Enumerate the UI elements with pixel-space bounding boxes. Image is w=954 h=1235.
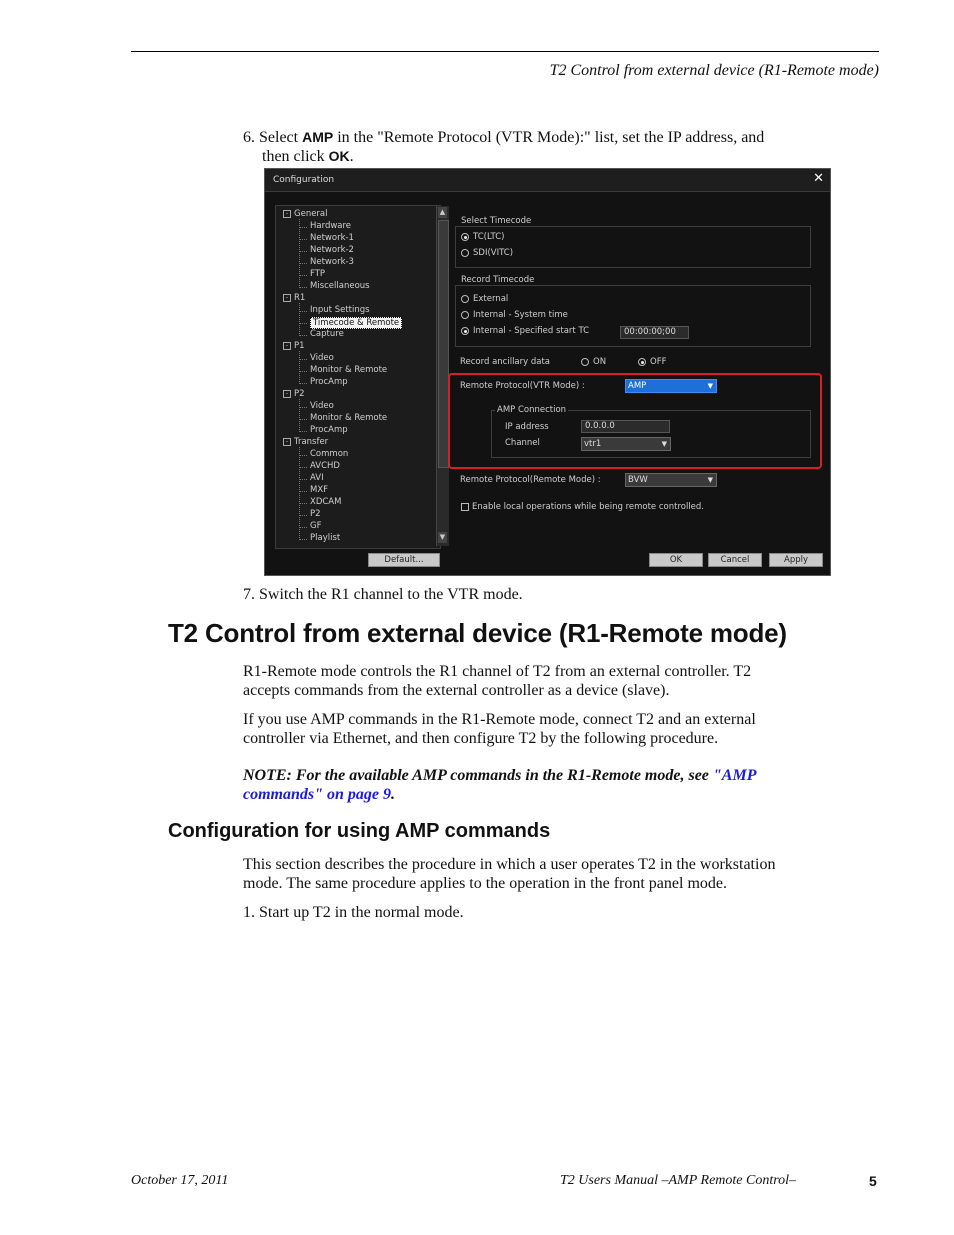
ok-keyword: OK [328, 148, 350, 164]
enable-local-checkbox[interactable] [461, 502, 704, 512]
tree-item[interactable] [283, 293, 305, 303]
tree-connector [299, 399, 300, 432]
paragraph-line: mode. The same procedure applies to the operation in the front panel mode. [243, 875, 727, 892]
scroll-down-icon[interactable]: ▼ [439, 533, 446, 541]
tree-item-label: Video [310, 353, 334, 363]
tree-item[interactable] [310, 365, 387, 375]
paragraph-2 [243, 710, 756, 748]
tree-item-label: ProcAmp [310, 377, 348, 387]
page-number: 5 [869, 1173, 877, 1189]
tree-connector [299, 419, 307, 420]
tree-item[interactable] [310, 473, 324, 483]
step-text-pre: Select [259, 129, 303, 146]
dialog-titlebar [265, 169, 830, 192]
start-tc-field[interactable]: 00:00:00;00 [620, 326, 689, 339]
chevron-down-icon: ▼ [707, 476, 713, 484]
radio-anc-on[interactable] [581, 357, 606, 367]
note-text: NOTE: For the available AMP commands in the R1-Remote mode, see [243, 767, 713, 784]
tree-connector [299, 447, 300, 540]
paragraph-line: If you use AMP commands in the R1-Remote mode, connect T2 and an external [243, 711, 756, 728]
tree-item[interactable] [310, 533, 340, 543]
ancillary-label: Record ancillary data [460, 357, 551, 367]
amp-commands-link[interactable]: "AMP [712, 767, 757, 784]
tree-connector [299, 303, 300, 336]
tree-connector [299, 275, 307, 276]
tree-connector [299, 515, 307, 516]
radio-label: SDI(VITC) [473, 248, 514, 258]
tree-item[interactable] [310, 317, 402, 329]
tree-item-label: Common [310, 449, 349, 459]
tree-connector [299, 371, 307, 372]
tree-item-label: XDCAM [310, 497, 342, 507]
radio-label: Internal - Specified start TC [473, 326, 590, 336]
step-7 [243, 585, 523, 604]
step-6-line2 [262, 147, 354, 166]
radio-selected-icon [461, 327, 469, 335]
tree-item-label: MXF [310, 485, 329, 495]
checkbox-label: Enable local operations while being remote controlled. [472, 502, 705, 512]
tree-item[interactable] [310, 257, 354, 267]
tree-item-label: Monitor & Remote [310, 365, 388, 375]
tree-item[interactable] [310, 269, 325, 279]
scroll-up-icon[interactable]: ▲ [439, 208, 446, 216]
radio-icon [581, 358, 589, 366]
tree-item-label: Timecode & Remote [313, 318, 400, 328]
tree-connector [299, 263, 307, 264]
tree-item-label: ProcAmp [310, 425, 348, 435]
tree-item-label: Network-3 [310, 257, 354, 267]
tree-connector [299, 251, 307, 252]
paragraph-line: accepts commands from the external controller as a device (slave). [243, 682, 670, 699]
tree-item-label: FTP [310, 269, 326, 279]
tree-connector [299, 359, 307, 360]
tree-connector [299, 311, 307, 312]
tree-connector [299, 323, 307, 324]
radio-anc-off[interactable] [638, 357, 666, 367]
step-6 [243, 128, 764, 147]
tree-connector [299, 539, 307, 540]
step-text: Start up T2 in the normal mode. [259, 904, 464, 921]
paragraph-3 [243, 855, 775, 893]
step-text: . [349, 148, 354, 165]
tree-item-label: Hardware [310, 221, 352, 231]
radio-selected-icon [638, 358, 646, 366]
tree-connector [299, 383, 307, 384]
collapse-icon[interactable]: - [283, 342, 291, 350]
tree-connector [299, 227, 307, 228]
tree-item-label: General [294, 209, 328, 219]
radio-internal-system[interactable] [461, 310, 568, 320]
note-text: . [391, 786, 395, 803]
tree-item[interactable] [310, 401, 334, 411]
subsection-title: Configuration for using AMP commands [168, 820, 551, 842]
paragraph-1 [243, 662, 751, 700]
tree-connector [299, 527, 307, 528]
tree-connector [299, 351, 300, 384]
radio-external[interactable] [461, 294, 508, 304]
cancel-button[interactable]: Cancel [708, 553, 762, 567]
note [243, 766, 756, 804]
footer-manual: T2 Users Manual –AMP Remote Control– [560, 1173, 797, 1188]
tree-item-label: Miscellaneous [310, 281, 370, 291]
radio-label: ON [593, 357, 607, 367]
amp-commands-link-cont[interactable]: commands" on page 9 [243, 786, 391, 803]
tree-item[interactable] [310, 305, 370, 315]
remote-mode-select[interactable] [625, 473, 717, 487]
tree-connector [299, 431, 307, 432]
tree-item[interactable] [310, 377, 348, 387]
radio-label: TC(LTC) [473, 232, 505, 242]
step-number: 1. [243, 904, 255, 921]
chevron-down-icon: ▼ [661, 440, 667, 448]
collapse-icon[interactable]: - [283, 210, 291, 218]
tree-item-label: Transfer [294, 437, 329, 447]
tree-connector [299, 479, 307, 480]
ip-address-field[interactable]: 0.0.0.0 [581, 420, 670, 433]
default-button[interactable]: Default... [368, 553, 440, 567]
apply-button[interactable]: Apply [769, 553, 823, 567]
tree-connector [299, 219, 300, 288]
close-icon[interactable]: ✕ [813, 171, 824, 186]
radio-selected-icon [461, 233, 469, 241]
configuration-dialog-screenshot [264, 168, 831, 576]
group-label: AMP Connection [497, 405, 567, 415]
tree-connector [299, 467, 307, 468]
tree-item[interactable] [283, 209, 328, 219]
step-1 [243, 903, 464, 922]
tree-item-label: Network-2 [310, 245, 354, 255]
tree-item[interactable] [310, 413, 387, 423]
footer-date: October 17, 2011 [131, 1173, 229, 1188]
group-label: Select Timecode [461, 216, 532, 226]
radio-internal-specified[interactable] [461, 326, 589, 336]
tree-item[interactable] [310, 485, 328, 495]
running-header: T2 Control from external device (R1-Remote mode) [549, 62, 879, 79]
tree-item-label: R1 [294, 293, 306, 303]
dialog-title: Configuration [273, 175, 335, 185]
tree-item[interactable] [310, 221, 351, 231]
radio-label: External [473, 294, 509, 304]
collapse-icon[interactable]: - [283, 390, 291, 398]
tree-item[interactable] [283, 341, 305, 351]
highlight-box [448, 373, 822, 469]
paragraph-line: This section describes the procedure in which a user operates T2 in the workstation [243, 856, 776, 873]
radio-tc-ltc[interactable] [461, 232, 504, 242]
select-timecode-group [455, 226, 811, 268]
tree-item[interactable] [310, 245, 354, 255]
step-number: 7. [243, 586, 255, 603]
tree-item[interactable] [310, 521, 321, 531]
ip-label: IP address [505, 422, 549, 432]
tree-item-label: GF [310, 521, 322, 531]
tree-item[interactable] [310, 425, 348, 435]
settings-tree [275, 205, 446, 549]
tree-connector [299, 491, 307, 492]
tree-item[interactable] [310, 449, 348, 459]
tree-item[interactable] [310, 281, 370, 291]
tree-item-label: AVI [310, 473, 324, 483]
tree-item[interactable] [310, 497, 341, 507]
tree-item-label: Video [310, 401, 334, 411]
tree-item-label: P2 [294, 389, 305, 399]
step-text: Switch the R1 channel to the VTR mode. [259, 586, 523, 603]
group-label: Record Timecode [461, 275, 535, 285]
tree-connector [299, 335, 307, 336]
ok-button[interactable]: OK [649, 553, 703, 567]
channel-label: Channel [505, 438, 540, 448]
tree-item-label: Input Settings [310, 305, 370, 315]
radio-label: Internal - System time [473, 310, 568, 320]
tree-item[interactable] [310, 461, 340, 471]
tree-item-label: Network-1 [310, 233, 354, 243]
radio-icon [461, 249, 469, 257]
collapse-icon[interactable]: - [283, 438, 291, 446]
step-text-mid: in the "Remote Protocol (VTR Mode):" list, set the IP address, and [333, 129, 765, 146]
section-title: T2 Control from external device (R1-Remote mode) [168, 618, 787, 648]
tree-item[interactable] [310, 509, 321, 519]
tree-connector [299, 503, 307, 504]
tree-item-label: P1 [294, 341, 305, 351]
tree-item-label: AVCHD [310, 461, 340, 471]
select-value: BVW [628, 475, 648, 485]
tree-item-label: Capture [310, 329, 344, 339]
step-number: 6. [243, 129, 255, 146]
step-text: then click [262, 148, 329, 165]
tree-connector [299, 407, 307, 408]
select-value: vtr1 [584, 439, 602, 449]
tree-connector [299, 455, 307, 456]
tree-item[interactable] [283, 389, 305, 399]
tree-item[interactable] [310, 329, 344, 339]
chevron-down-icon: ▼ [707, 382, 713, 390]
vtr-mode-label: Remote Protocol(VTR Mode) : [460, 381, 585, 391]
paragraph-line: R1-Remote mode controls the R1 channel of T2 from an external controller. T2 [243, 663, 752, 680]
collapse-icon[interactable]: - [283, 294, 291, 302]
tree-item-label: Playlist [310, 533, 341, 543]
select-value: AMP [628, 381, 647, 391]
tree-item-label: P2 [310, 509, 321, 519]
remote-mode-label: Remote Protocol(Remote Mode) : [460, 475, 601, 485]
tree-item[interactable] [310, 353, 334, 363]
tree-item-label: Monitor & Remote [310, 413, 388, 423]
tree-item[interactable] [283, 437, 328, 447]
header-rule [131, 51, 879, 52]
radio-icon [461, 295, 469, 303]
radio-icon [461, 311, 469, 319]
amp-keyword: AMP [302, 129, 334, 145]
tree-connector [299, 239, 307, 240]
tree-connector [299, 287, 307, 288]
tree-item[interactable] [310, 233, 354, 243]
paragraph-line: controller via Ethernet, and then configure T2 by the following procedure. [243, 730, 719, 747]
checkbox-icon [461, 503, 469, 511]
radio-sdi-vitc[interactable] [461, 248, 513, 258]
radio-label: OFF [650, 357, 667, 367]
